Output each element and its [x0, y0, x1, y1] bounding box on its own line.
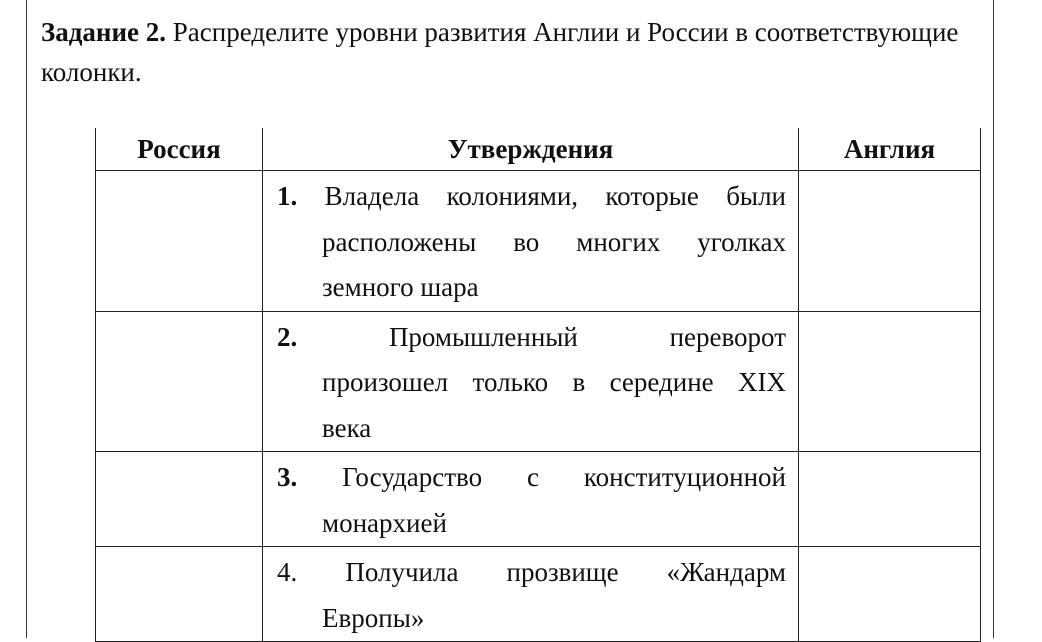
statement-first-line [277, 455, 786, 501]
statement-text: Получила прозвище «Жандарм [345, 557, 787, 587]
table-row [96, 547, 981, 642]
table-row [96, 311, 981, 452]
statement-continuation: расположены во многих уголках [322, 226, 786, 257]
statement-continuation: Европы» [322, 602, 425, 633]
statement-number: 4. [277, 557, 298, 587]
task-heading [41, 12, 961, 92]
statement-cell [263, 171, 799, 312]
statement-cell [263, 311, 799, 452]
statement-text: Промышленный переворот [388, 321, 786, 352]
task-label: Задание 2. [41, 17, 167, 47]
statement-first-line [277, 174, 786, 220]
england-cell[interactable] [799, 171, 981, 312]
header-england: Англия [799, 128, 981, 171]
russia-cell[interactable] [96, 547, 263, 642]
russia-cell[interactable] [96, 171, 263, 312]
russia-cell[interactable] [96, 452, 263, 547]
statement-number: 2. [277, 321, 298, 352]
table-header-row [96, 128, 981, 171]
statement-first-line [277, 550, 786, 596]
statement-text: Владела колониями, которые были [324, 181, 786, 211]
statement-first-line [277, 315, 786, 361]
england-cell[interactable] [799, 547, 981, 642]
england-cell[interactable] [799, 311, 981, 452]
header-russia: Россия [96, 128, 263, 171]
russia-cell[interactable] [96, 311, 263, 452]
statement-cell [263, 452, 799, 547]
statement-continuation: монархией [322, 507, 447, 538]
task-text: Распределите уровни развития Англии и России в соответствующие колонки. [41, 17, 959, 87]
statement-cell [263, 547, 799, 642]
table-row [96, 171, 981, 312]
table-row [96, 452, 981, 547]
statement-continuation: века [322, 412, 372, 443]
statement-number: 3. [277, 462, 298, 492]
statement-text: Государство с конституционной [342, 462, 787, 492]
england-cell[interactable] [799, 452, 981, 547]
statement-continuation: земного шара [322, 272, 479, 302]
statement-continuation: произошел только в середине XIX [322, 367, 786, 397]
distribution-table [95, 128, 981, 642]
statement-number: 1. [277, 181, 298, 211]
header-statements: Утверждения [263, 128, 799, 171]
